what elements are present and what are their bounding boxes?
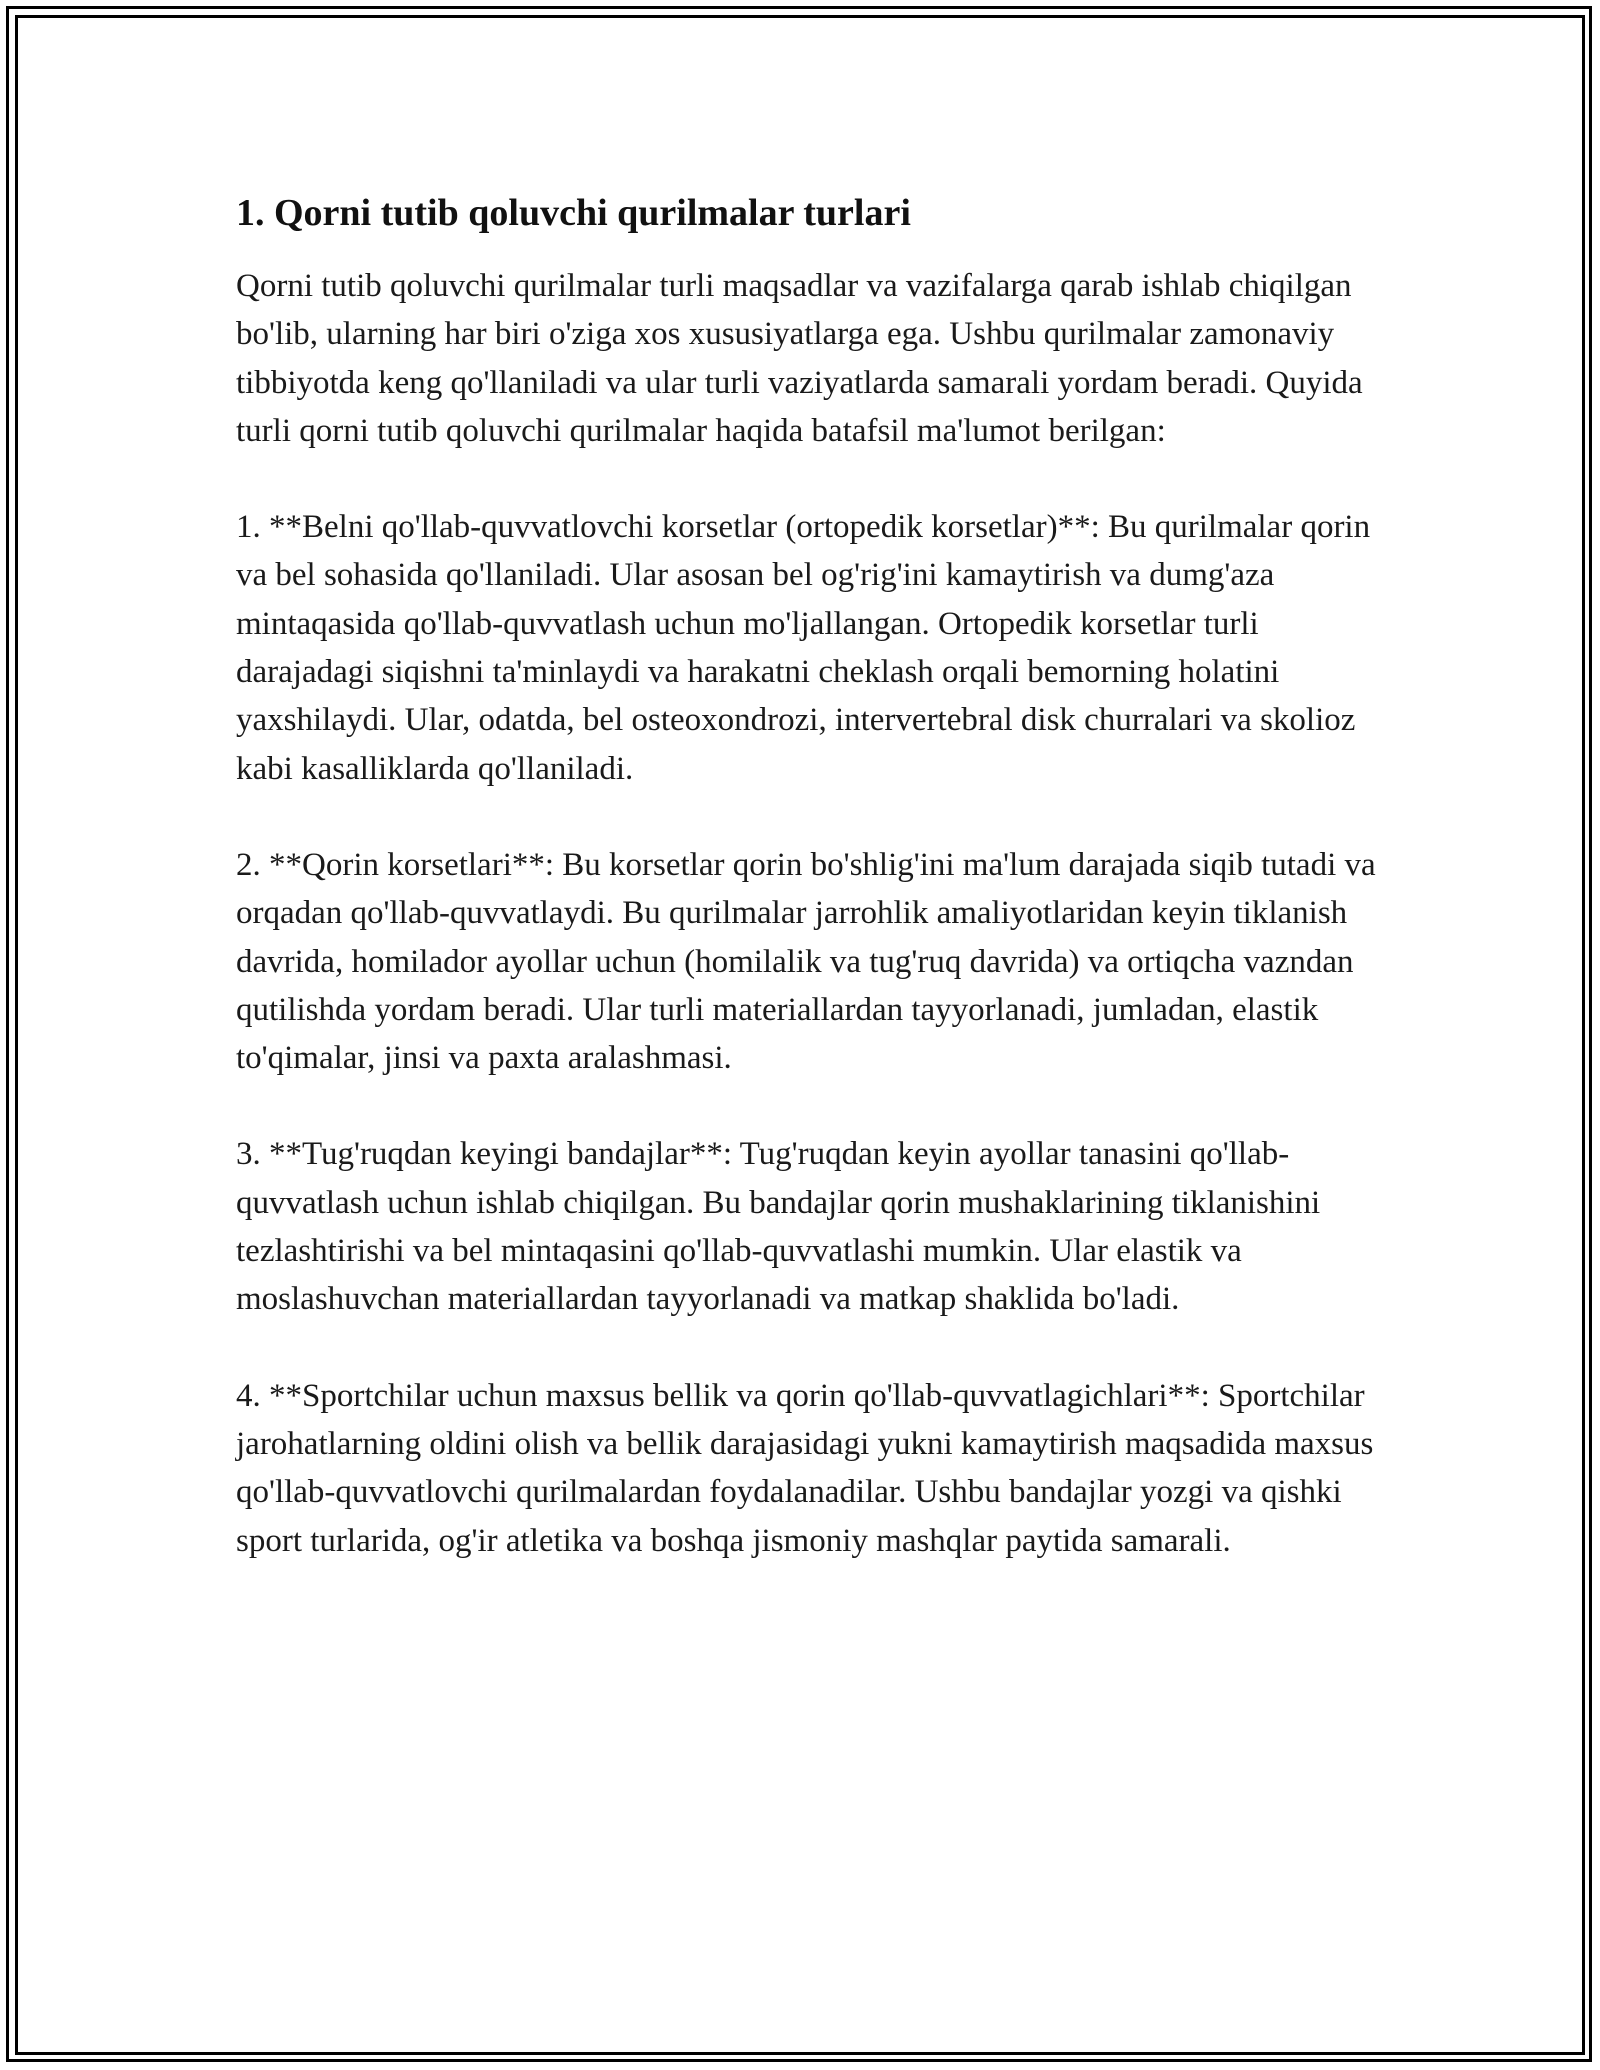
list-item-paragraph-3: 3. **Tug'ruqdan keyingi bandajlar**: Tug'ruqdan keyin ayollar tanasini qo'llab-quvvatlash uchun ishlab chiqilgan. Bu bandajlar qorin mushaklarining tiklanishini tezlashtirishi va bel mintaqasini qo'llab-quvvatlashi mumkin. Ular elastik va moslashuvchan materiallardan tayyorlanadi va matkap shaklida bo'ladi.	[236, 1136, 1321, 1318]
list-item-paragraph-4: 4. **Sportchilar uchun maxsus bellik va qorin qo'llab-quvvatlagichlari**: Sportchilar jarohatlarning oldini olish va bellik darajasidagi yukni kamaytirish maqsadida maxsus qo'llab-quvvatlovchi qurilmalardan foydalanadilar. Ushbu bandajlar yozgi va qishki sport turlarida, og'ir atletika va boshqa jismoniy mashqlar paytida samarali.	[236, 1377, 1374, 1559]
list-item-paragraph-1: 1. **Belni qo'llab-quvvatlovchi korsetlar (ortopedik korsetlar)**: Bu qurilmalar qorin va bel sohasida qo'llaniladi. Ular asosan bel og'rig'ini kamaytirish va dumg'aza mintaqasida qo'llab-quvvatlash uchun mo'ljallangan. Ortopedik korsetlar turli darajadagi siqishni ta'minlaydi va harakatni cheklash orqali bemorning holatini yaxshilaydi. Ular, odatda, bel osteoxondrozi, intervertebral disk churralari va skolioz kabi kasalliklarda qo'llaniladi.	[236, 509, 1371, 787]
intro-paragraph: Qorni tutib qoluvchi qurilmalar turli maqsadlar va vazifalarga qarab ishlab chiqilgan bo'lib, ularning har biri o'ziga xos xususiyatlarga ega. Ushbu qurilmalar zamonaviy tibbiyotda keng qo'llaniladi va ular turli vaziyatlarda samarali yordam beradi. Quyida turli qorni tutib qoluvchi qurilmalar haqida batafsil ma'lumot berilgan:	[236, 268, 1363, 449]
section-heading: 1. Qorni tutib qoluvchi qurilmalar turlari	[236, 192, 911, 234]
list-item-paragraph-2: 2. **Qorin korsetlari**: Bu korsetlar qorin bo'shlig'ini ma'lum darajada siqib tutadi va orqadan qo'llab-quvvatlaydi. Bu qurilmalar jarrohlik amaliyotlaridan keyin tiklanish davrida, homilador ayollar uchun (homilalik va tug'ruq davrida) va ortiqcha vazndan qutilishda yordam beradi. Ular turli materiallardan tayyorlanadi, jumladan, elastik to'qimalar, jinsi va paxta aralashmasi.	[236, 846, 1376, 1077]
document-body	[236, 186, 1386, 1613]
